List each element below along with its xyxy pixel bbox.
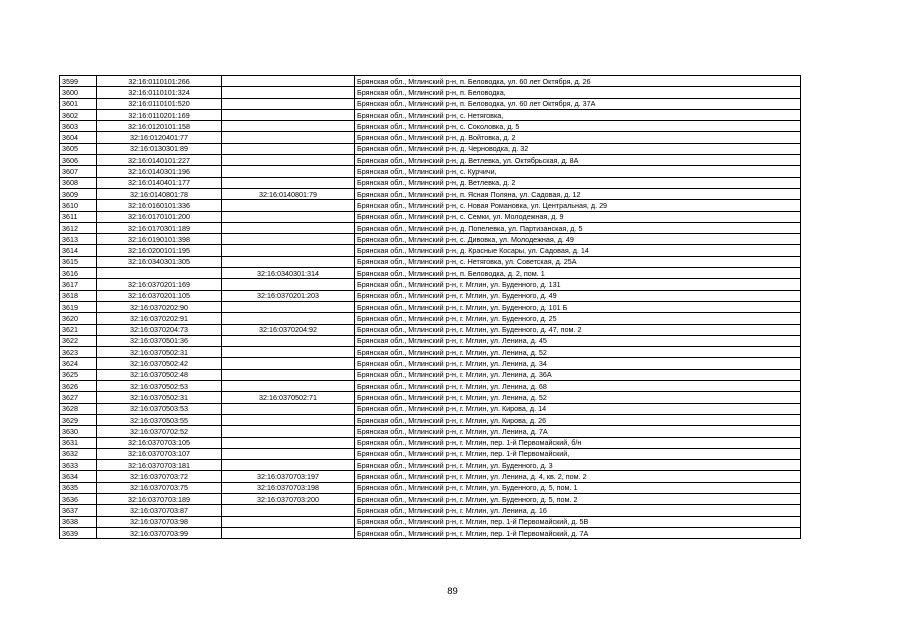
cadastral-number-cell: 32:16:0370703:87	[97, 505, 222, 516]
table-row	[60, 290, 801, 301]
related-cadastral-number-cell: 32:16:0370703:197	[222, 471, 355, 482]
row-number-cell: 3613	[60, 234, 97, 245]
table-row	[60, 177, 801, 188]
row-number-cell: 3600	[60, 87, 97, 98]
row-number-cell: 3634	[60, 471, 97, 482]
table-row	[60, 143, 801, 154]
related-cadastral-number-cell	[222, 313, 355, 324]
cadastral-number-cell: 32:16:0370204:73	[97, 324, 222, 335]
cadastral-number-cell: 32:16:0170301:189	[97, 222, 222, 233]
cadastral-number-cell: 32:16:0370703:105	[97, 437, 222, 448]
cadastral-number-cell: 32:16:0160101:336	[97, 200, 222, 211]
row-number-cell: 3604	[60, 132, 97, 143]
row-number-cell: 3618	[60, 290, 97, 301]
row-number-cell: 3627	[60, 392, 97, 403]
related-cadastral-number-cell	[222, 460, 355, 471]
address-cell: Брянская обл., Мглинский р-н, д. Попелевка, ул. Партизанская, д. 5	[355, 222, 801, 233]
address-cell: Брянская обл., Мглинский р-н, г. Мглин, ул. Ленина, д. 45	[355, 335, 801, 346]
table-row	[60, 188, 801, 199]
row-number-cell: 3619	[60, 301, 97, 312]
table-row	[60, 301, 801, 312]
row-number-cell: 3615	[60, 256, 97, 267]
related-cadastral-number-cell	[222, 381, 355, 392]
table-row	[60, 245, 801, 256]
address-cell: Брянская обл., Мглинский р-н, г. Мглин, пер. 1-й Первомайский, б/н	[355, 437, 801, 448]
related-cadastral-number-cell	[222, 245, 355, 256]
related-cadastral-number-cell: 32:16:0140801:79	[222, 188, 355, 199]
cadastral-number-cell: 32:16:0370202:91	[97, 313, 222, 324]
table-row	[60, 313, 801, 324]
cadastral-number-cell	[97, 268, 222, 279]
row-number-cell: 3610	[60, 200, 97, 211]
address-cell: Брянская обл., Мглинский р-н, г. Мглин, ул. Ленина, д. 4, кв. 2, пом. 2	[355, 471, 801, 482]
table-row	[60, 76, 801, 87]
related-cadastral-number-cell	[222, 301, 355, 312]
registry-table-body	[60, 76, 801, 539]
row-number-cell: 3623	[60, 347, 97, 358]
cadastral-number-cell: 32:16:0140401:177	[97, 177, 222, 188]
address-cell: Брянская обл., Мглинский р-н, п. Беловодка, д. 2, пом. 1	[355, 268, 801, 279]
row-number-cell: 3602	[60, 109, 97, 120]
table-row	[60, 392, 801, 403]
cadastral-number-cell: 32:16:0200101:195	[97, 245, 222, 256]
row-number-cell: 3608	[60, 177, 97, 188]
cadastral-number-cell: 32:16:0370703:181	[97, 460, 222, 471]
cadastral-number-cell: 32:16:0140101:227	[97, 155, 222, 166]
row-number-cell: 3632	[60, 448, 97, 459]
related-cadastral-number-cell	[222, 527, 355, 538]
related-cadastral-number-cell	[222, 347, 355, 358]
related-cadastral-number-cell: 32:16:0370201:203	[222, 290, 355, 301]
address-cell: Брянская обл., Мглинский р-н, д. Войтовка, д. 2	[355, 132, 801, 143]
address-cell: Брянская обл., Мглинский р-н, г. Мглин, ул. Ленина, д. 52	[355, 347, 801, 358]
table-row	[60, 493, 801, 504]
related-cadastral-number-cell	[222, 98, 355, 109]
address-cell: Брянская обл., Мглинский р-н, с. Нетяговка, ул. Советская, д. 25А	[355, 256, 801, 267]
address-cell: Брянская обл., Мглинский р-н, д. Ветлевка, д. 2	[355, 177, 801, 188]
table-row	[60, 448, 801, 459]
address-cell: Брянская обл., Мглинский р-н, д. Черноводка, д. 32	[355, 143, 801, 154]
cadastral-number-cell: 32:16:0370502:48	[97, 369, 222, 380]
related-cadastral-number-cell	[222, 234, 355, 245]
cadastral-number-cell: 32:16:0370202:90	[97, 301, 222, 312]
related-cadastral-number-cell	[222, 121, 355, 132]
related-cadastral-number-cell	[222, 109, 355, 120]
address-cell: Брянская обл., Мглинский р-н, г. Мглин, ул. Буденного, д. 101 Б	[355, 301, 801, 312]
row-number-cell: 3609	[60, 188, 97, 199]
address-cell: Брянская обл., Мглинский р-н, г. Мглин, ул. Буденного, д. 3	[355, 460, 801, 471]
address-cell: Брянская обл., Мглинский р-н, д. Красные Косары, ул. Садовая, д. 14	[355, 245, 801, 256]
cadastral-number-cell: 32:16:0370703:98	[97, 516, 222, 527]
table-row	[60, 87, 801, 98]
table-row	[60, 426, 801, 437]
table-row	[60, 268, 801, 279]
table-row	[60, 222, 801, 233]
related-cadastral-number-cell	[222, 76, 355, 87]
row-number-cell: 3616	[60, 268, 97, 279]
table-row	[60, 234, 801, 245]
cadastral-number-cell: 32:16:0370201:105	[97, 290, 222, 301]
cadastral-number-cell: 32:16:0370703:75	[97, 482, 222, 493]
cadastral-number-cell: 32:16:0370703:107	[97, 448, 222, 459]
cadastral-number-cell: 32:16:0370502:31	[97, 392, 222, 403]
cadastral-number-cell: 32:16:0170101:200	[97, 211, 222, 222]
registry-table	[59, 75, 801, 539]
related-cadastral-number-cell	[222, 279, 355, 290]
row-number-cell: 3625	[60, 369, 97, 380]
address-cell: Брянская обл., Мглинский р-н, г. Мглин, пер. 1-й Первомайский, д. 7А	[355, 527, 801, 538]
address-cell: Брянская обл., Мглинский р-н, г. Мглин, ул. Ленина, д. 36А	[355, 369, 801, 380]
address-cell: Брянская обл., Мглинский р-н, г. Мглин, ул. Буденного, д. 131	[355, 279, 801, 290]
related-cadastral-number-cell: 32:16:0370703:198	[222, 482, 355, 493]
address-cell: Брянская обл., Мглинский р-н, д. Ветлевка, ул. Октябрьская, д. 8А	[355, 155, 801, 166]
cadastral-number-cell: 32:16:0120401:77	[97, 132, 222, 143]
table-row	[60, 358, 801, 369]
related-cadastral-number-cell	[222, 448, 355, 459]
table-row	[60, 482, 801, 493]
related-cadastral-number-cell	[222, 211, 355, 222]
related-cadastral-number-cell	[222, 143, 355, 154]
row-number-cell: 3626	[60, 381, 97, 392]
address-cell: Брянская обл., Мглинский р-н, п. Беловодка, ул. 60 лет Октября, д. 37А	[355, 98, 801, 109]
row-number-cell: 3601	[60, 98, 97, 109]
address-cell: Брянская обл., Мглинский р-н, г. Мглин, ул. Буденного, д. 5, пом. 2	[355, 493, 801, 504]
table-row	[60, 414, 801, 425]
related-cadastral-number-cell	[222, 177, 355, 188]
row-number-cell: 3624	[60, 358, 97, 369]
related-cadastral-number-cell	[222, 132, 355, 143]
table-row	[60, 166, 801, 177]
table-row	[60, 279, 801, 290]
row-number-cell: 3612	[60, 222, 97, 233]
cadastral-number-cell: 32:16:0130301:89	[97, 143, 222, 154]
address-cell: Брянская обл., Мглинский р-н, г. Мглин, ул. Буденного, д. 49	[355, 290, 801, 301]
table-row	[60, 324, 801, 335]
cadastral-number-cell: 32:16:0370503:55	[97, 414, 222, 425]
table-row	[60, 403, 801, 414]
address-cell: Брянская обл., Мглинский р-н, г. Мглин, ул. Ленина, д. 16	[355, 505, 801, 516]
table-row	[60, 347, 801, 358]
row-number-cell: 3628	[60, 403, 97, 414]
row-number-cell: 3638	[60, 516, 97, 527]
related-cadastral-number-cell	[222, 222, 355, 233]
related-cadastral-number-cell	[222, 403, 355, 414]
row-number-cell: 3611	[60, 211, 97, 222]
cadastral-number-cell: 32:16:0110101:520	[97, 98, 222, 109]
address-cell: Брянская обл., Мглинский р-н, с. Курчичи,	[355, 166, 801, 177]
address-cell: Брянская обл., Мглинский р-н, г. Мглин, ул. Буденного, д. 25	[355, 313, 801, 324]
cadastral-number-cell: 32:16:0370703:99	[97, 527, 222, 538]
related-cadastral-number-cell	[222, 335, 355, 346]
page-number: 89	[447, 586, 458, 597]
row-number-cell: 3617	[60, 279, 97, 290]
table-row	[60, 369, 801, 380]
table-row	[60, 98, 801, 109]
related-cadastral-number-cell: 32:16:0370502:71	[222, 392, 355, 403]
address-cell: Брянская обл., Мглинский р-н, г. Мглин, ул. Ленина, д. 52	[355, 392, 801, 403]
related-cadastral-number-cell: 32:16:0370703:200	[222, 493, 355, 504]
related-cadastral-number-cell	[222, 369, 355, 380]
row-number-cell: 3607	[60, 166, 97, 177]
cadastral-number-cell: 32:16:0370703:189	[97, 493, 222, 504]
cadastral-number-cell: 32:16:0370502:31	[97, 347, 222, 358]
table-row	[60, 335, 801, 346]
cadastral-number-cell: 32:16:0370502:42	[97, 358, 222, 369]
table-row	[60, 211, 801, 222]
table-row	[60, 527, 801, 538]
table-row	[60, 437, 801, 448]
table-row	[60, 200, 801, 211]
row-number-cell: 3633	[60, 460, 97, 471]
cadastral-number-cell: 32:16:0110201:169	[97, 109, 222, 120]
address-cell: Брянская обл., Мглинский р-н, г. Мглин, ул. Ленина, д. 34	[355, 358, 801, 369]
table-row	[60, 516, 801, 527]
table-row	[60, 505, 801, 516]
row-number-cell: 3614	[60, 245, 97, 256]
table-row	[60, 471, 801, 482]
address-cell: Брянская обл., Мглинский р-н, с. Нетяговка,	[355, 109, 801, 120]
table-row	[60, 132, 801, 143]
row-number-cell: 3603	[60, 121, 97, 132]
address-cell: Брянская обл., Мглинский р-н, г. Мглин, пер. 1-й Первомайский, д. 5В	[355, 516, 801, 527]
cadastral-number-cell: 32:16:0370702:52	[97, 426, 222, 437]
table-row	[60, 381, 801, 392]
table-row	[60, 256, 801, 267]
row-number-cell: 3639	[60, 527, 97, 538]
cadastral-number-cell: 32:16:0120101:158	[97, 121, 222, 132]
address-cell: Брянская обл., Мглинский р-н, п. Беловодка,	[355, 87, 801, 98]
related-cadastral-number-cell	[222, 166, 355, 177]
row-number-cell: 3599	[60, 76, 97, 87]
address-cell: Брянская обл., Мглинский р-н, п. Беловодка, ул. 60 лет Октября, д. 26	[355, 76, 801, 87]
row-number-cell: 3606	[60, 155, 97, 166]
table-row	[60, 460, 801, 471]
row-number-cell: 3630	[60, 426, 97, 437]
address-cell: Брянская обл., Мглинский р-н, п. Ясная Поляна, ул. Садовая, д. 12	[355, 188, 801, 199]
address-cell: Брянская обл., Мглинский р-н, г. Мглин, ул. Буденного, д. 47, пом. 2	[355, 324, 801, 335]
related-cadastral-number-cell	[222, 437, 355, 448]
related-cadastral-number-cell: 32:16:0340301:314	[222, 268, 355, 279]
cadastral-number-cell: 32:16:0370201:169	[97, 279, 222, 290]
cadastral-number-cell: 32:16:0140301:196	[97, 166, 222, 177]
row-number-cell: 3637	[60, 505, 97, 516]
related-cadastral-number-cell	[222, 256, 355, 267]
row-number-cell: 3605	[60, 143, 97, 154]
row-number-cell: 3636	[60, 493, 97, 504]
address-cell: Брянская обл., Мглинский р-н, с. Семки, ул. Молодежная, д. 9	[355, 211, 801, 222]
cadastral-number-cell: 32:16:0370502:53	[97, 381, 222, 392]
address-cell: Брянская обл., Мглинский р-н, с. Новая Романовка, ул. Центральная, д. 29	[355, 200, 801, 211]
address-cell: Брянская обл., Мглинский р-н, г. Мглин, ул. Кирова, д. 26	[355, 414, 801, 425]
row-number-cell: 3622	[60, 335, 97, 346]
address-cell: Брянская обл., Мглинский р-н, с. Дивовка, ул. Молодежная, д. 49	[355, 234, 801, 245]
related-cadastral-number-cell	[222, 516, 355, 527]
cadastral-number-cell: 32:16:0190101:398	[97, 234, 222, 245]
row-number-cell: 3620	[60, 313, 97, 324]
row-number-cell: 3621	[60, 324, 97, 335]
address-cell: Брянская обл., Мглинский р-н, г. Мглин, ул. Кирова, д. 14	[355, 403, 801, 414]
cadastral-number-cell: 32:16:0110101:266	[97, 76, 222, 87]
related-cadastral-number-cell	[222, 200, 355, 211]
table-row	[60, 109, 801, 120]
address-cell: Брянская обл., Мглинский р-н, г. Мглин, ул. Буденного, д. 5, пом. 1	[355, 482, 801, 493]
related-cadastral-number-cell	[222, 155, 355, 166]
table-row	[60, 155, 801, 166]
address-cell: Брянская обл., Мглинский р-н, г. Мглин, ул. Ленина, д. 68	[355, 381, 801, 392]
related-cadastral-number-cell	[222, 414, 355, 425]
table-row	[60, 121, 801, 132]
cadastral-number-cell: 32:16:0110101:324	[97, 87, 222, 98]
cadastral-number-cell: 32:16:0370501:36	[97, 335, 222, 346]
related-cadastral-number-cell: 32:16:0370204:92	[222, 324, 355, 335]
row-number-cell: 3635	[60, 482, 97, 493]
address-cell: Брянская обл., Мглинский р-н, с. Соколовка, д. 5	[355, 121, 801, 132]
related-cadastral-number-cell	[222, 505, 355, 516]
row-number-cell: 3629	[60, 414, 97, 425]
related-cadastral-number-cell	[222, 358, 355, 369]
related-cadastral-number-cell	[222, 87, 355, 98]
cadastral-number-cell: 32:16:0370703:72	[97, 471, 222, 482]
address-cell: Брянская обл., Мглинский р-н, г. Мглин, ул. Ленина, д. 7А	[355, 426, 801, 437]
cadastral-number-cell: 32:16:0140801:78	[97, 188, 222, 199]
cadastral-number-cell: 32:16:0370503:53	[97, 403, 222, 414]
address-cell: Брянская обл., Мглинский р-н, г. Мглин, пер. 1-й Первомайский,	[355, 448, 801, 459]
cadastral-number-cell: 32:16:0340301:305	[97, 256, 222, 267]
row-number-cell: 3631	[60, 437, 97, 448]
related-cadastral-number-cell	[222, 426, 355, 437]
